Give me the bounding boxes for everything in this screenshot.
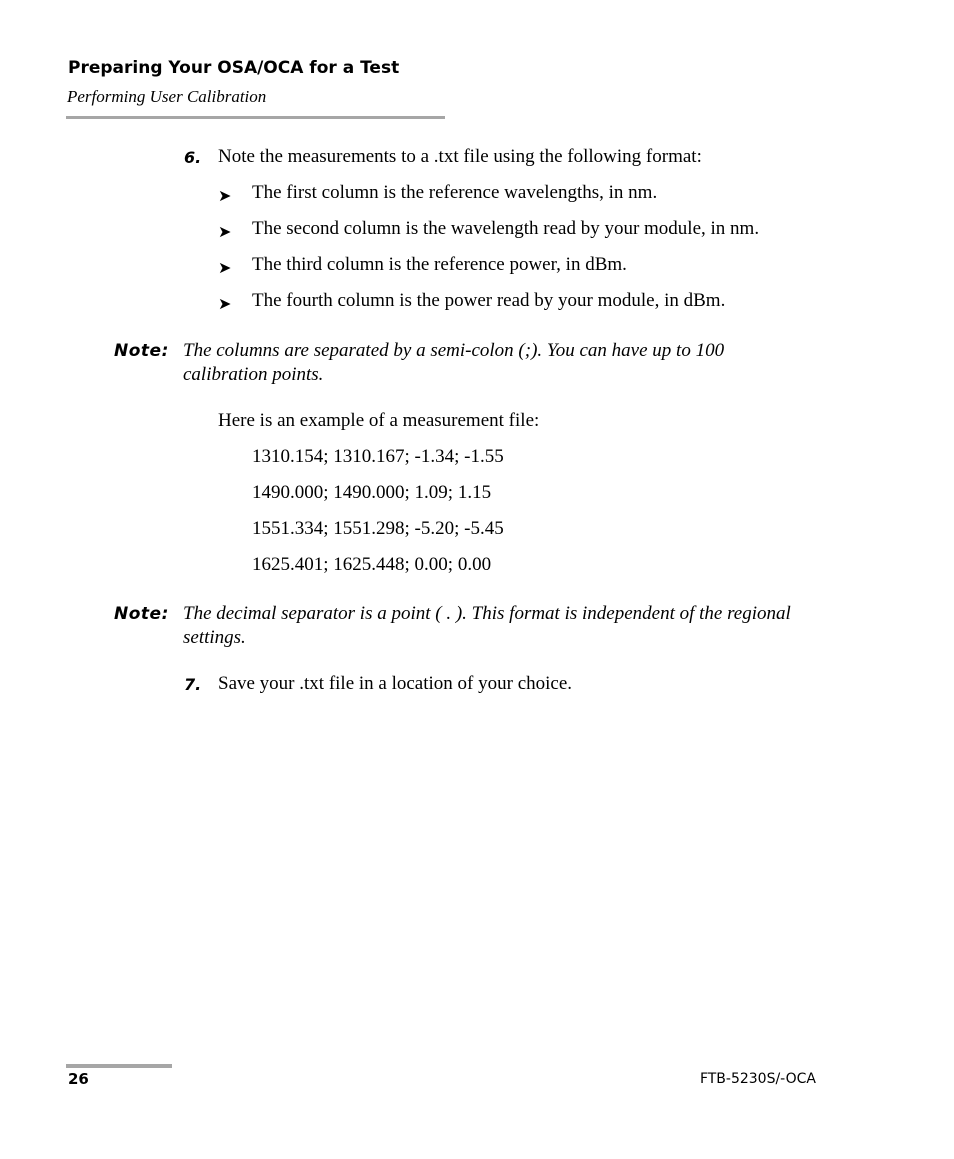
page-number: 26 [68,1070,89,1088]
bullet-item: The first column is the reference wavelengths, in nm. [252,182,658,203]
note-text: The decimal separator is a point ( . ). This format is independent of the regional settings. [183,603,791,648]
measurement-line: 1625.401; 1625.448; 0.00; 0.00 [252,554,492,575]
bullet-arrow-icon: ➤ [218,186,232,205]
bullet-arrow-icon: ➤ [218,222,232,241]
note-label: Note: [114,341,169,361]
step-number: 7. [184,675,202,694]
section-title: Performing User Calibration [67,87,267,106]
step-text: Note the measurements to a .txt file using the following format: [218,146,702,167]
bullet-arrow-icon: ➤ [218,258,232,277]
example-intro: Here is an example of a measurement file: [218,410,540,431]
step-text: Save your .txt file in a location of your choice. [218,673,573,694]
bullet-item: The fourth column is the power read by your module, in dBm. [252,290,726,311]
chapter-title: Preparing Your OSA/OCA for a Test [68,58,400,78]
note-label: Note: [114,604,169,624]
footer-divider [66,1064,172,1068]
measurement-line: 1490.000; 1490.000; 1.09; 1.15 [252,482,492,503]
measurement-line: 1551.334; 1551.298; -5.20; -5.45 [252,518,504,539]
step-number: 6. [184,148,202,167]
bullet-arrow-icon: ➤ [218,294,232,313]
measurement-line: 1310.154; 1310.167; -1.34; -1.55 [252,446,504,467]
product-name: FTB-5230S/-OCA [699,1071,816,1087]
bullet-item: The third column is the reference power, in dBm. [252,254,627,275]
bullet-item: The second column is the wavelength read by your module, in nm. [252,218,760,239]
header-divider [66,116,445,119]
note-text: The columns are separated by a semi-colon (;). You can have up to 100 calibration points. [183,340,725,385]
